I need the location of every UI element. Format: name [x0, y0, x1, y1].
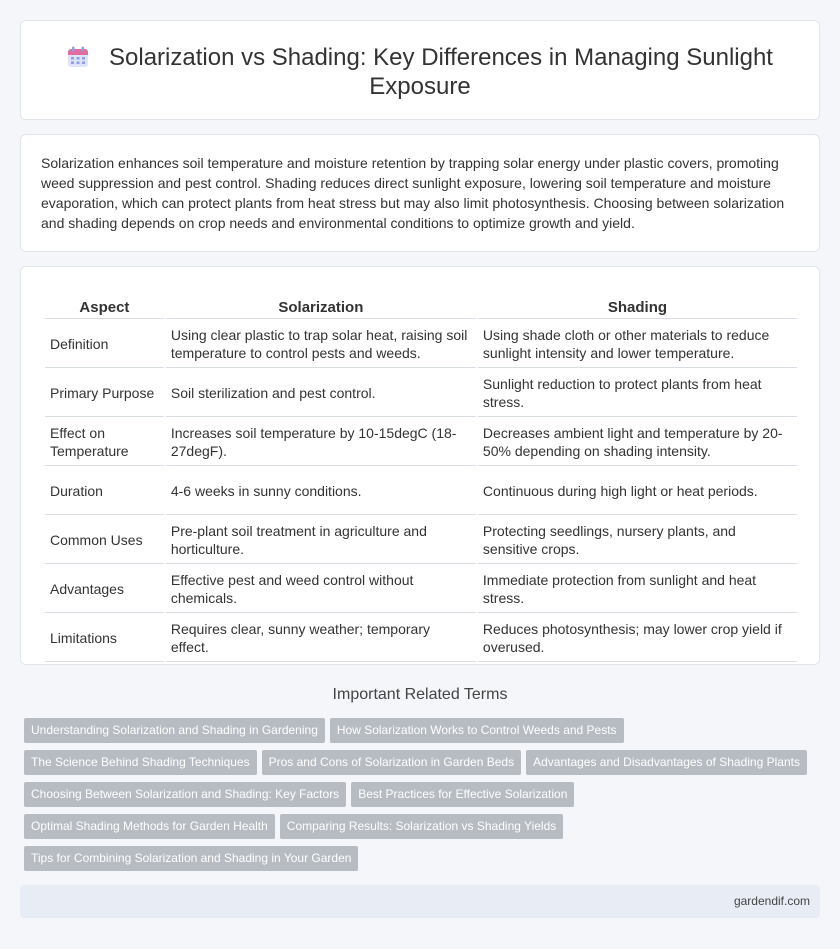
- solarization-cell: 4-6 weeks in sunny conditions.: [166, 468, 476, 515]
- intro-paragraph: Solarization enhances soil temperature and moisture retention by trapping solar energy under plastic covers, promoting weed suppression and pest control. Shading reduces direct sunlight exposure, lowering soil temperature and moisture evaporation, which can protect plants from heat stress but may also limit photosynthesis. Choosing between solarization and shading depends on crop needs and environmental conditions to optimize growth and yield.: [41, 155, 785, 231]
- header-shading: Shading: [478, 297, 797, 319]
- solarization-cell: Using clear plastic to trap solar heat, raising soil temperature to control pests and weeds.: [166, 321, 476, 368]
- related-term-tag[interactable]: Best Practices for Effective Solarization: [351, 782, 574, 807]
- page-title: [61, 43, 779, 101]
- aspect-cell: Common Uses: [45, 517, 164, 564]
- solarization-cell: Increases soil temperature by 10-15degC (18-27degF).: [166, 419, 476, 466]
- related-terms-title: Important Related Terms: [332, 686, 508, 703]
- comparison-table: [43, 295, 799, 664]
- footer-site-link[interactable]: gardendif.com: [733, 894, 810, 908]
- solarization-cell: Soil sterilization and pest control.: [166, 370, 476, 417]
- header-solarization: Solarization: [166, 297, 476, 319]
- header-card: [20, 20, 820, 120]
- related-term-tag[interactable]: Comparing Results: Solarization vs Shading Yields: [280, 814, 563, 839]
- header-aspect: Aspect: [45, 297, 164, 319]
- shading-cell: Immediate protection from sunlight and heat stress.: [478, 566, 797, 613]
- table-row: [45, 566, 797, 613]
- aspect-cell: Primary Purpose: [45, 370, 164, 417]
- aspect-cell: Definition: [45, 321, 164, 368]
- shading-cell: Sunlight reduction to protect plants from heat stress.: [478, 370, 797, 417]
- shading-cell: Using shade cloth or other materials to reduce sunlight intensity and lower temperature.: [478, 321, 797, 368]
- table-header-row: [45, 297, 797, 319]
- related-term-tag[interactable]: Understanding Solarization and Shading in Gardening: [24, 718, 325, 743]
- shading-cell: Decreases ambient light and temperature by 20-50% depending on shading intensity.: [478, 419, 797, 466]
- related-term-tag[interactable]: Choosing Between Solarization and Shading: Key Factors: [24, 782, 346, 807]
- shading-cell: Reduces photosynthesis; may lower crop yield if overused.: [478, 615, 797, 662]
- tag-row: [24, 814, 824, 846]
- aspect-cell: Advantages: [45, 566, 164, 613]
- related-term-tag[interactable]: How Solarization Works to Control Weeds and Pests: [330, 718, 624, 743]
- related-term-tag[interactable]: Tips for Combining Solarization and Shading in Your Garden: [24, 846, 358, 871]
- shading-cell: Continuous during high light or heat periods.: [478, 468, 797, 515]
- aspect-cell: Limitations: [45, 615, 164, 662]
- comparison-card: [20, 266, 820, 665]
- solarization-cell: Effective pest and weed control without chemicals.: [166, 566, 476, 613]
- shading-cell: Protecting seedlings, nursery plants, and sensitive crops.: [478, 517, 797, 564]
- related-terms-list: [24, 718, 824, 878]
- aspect-cell: Effect on Temperature: [45, 419, 164, 466]
- table-row: [45, 370, 797, 417]
- footer: [20, 885, 820, 918]
- tag-row: [24, 782, 824, 814]
- related-term-tag[interactable]: Pros and Cons of Solarization in Garden Beds: [262, 750, 521, 775]
- table-row: [45, 517, 797, 564]
- page-title-text: Solarization vs Shading: Key Differences in Managing Sunlight Exposure: [109, 44, 773, 100]
- title-wrap: [21, 21, 819, 101]
- table-row: [45, 468, 797, 515]
- related-term-tag[interactable]: Optimal Shading Methods for Garden Health: [24, 814, 275, 839]
- related-term-tag[interactable]: The Science Behind Shading Techniques: [24, 750, 257, 775]
- tag-row: [24, 846, 824, 878]
- tag-row: [24, 750, 824, 782]
- table-row: [45, 321, 797, 368]
- table-row: [45, 615, 797, 662]
- tag-row: [24, 718, 824, 750]
- solarization-cell: Pre-plant soil treatment in agriculture and horticulture.: [166, 517, 476, 564]
- aspect-cell: Duration: [45, 468, 164, 515]
- related-term-tag[interactable]: Advantages and Disadvantages of Shading Plants: [526, 750, 807, 775]
- calendar-icon: [67, 46, 89, 68]
- table-row: [45, 419, 797, 466]
- intro-card: [20, 134, 820, 252]
- solarization-cell: Requires clear, sunny weather; temporary effect.: [166, 615, 476, 662]
